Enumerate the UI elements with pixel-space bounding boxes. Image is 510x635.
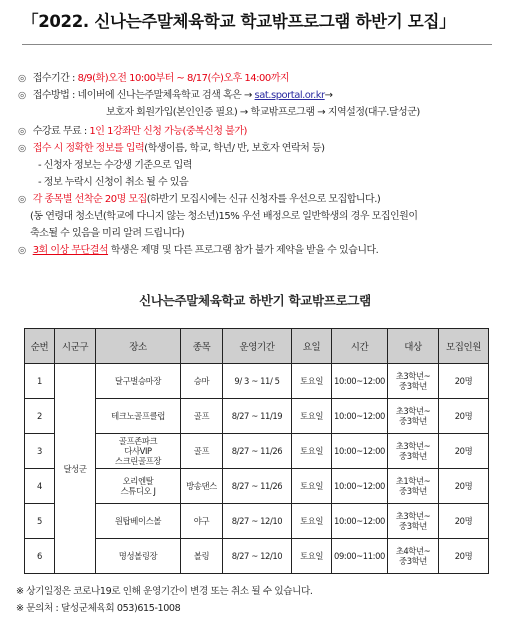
target-line-2: 중3학년 xyxy=(399,556,427,566)
place-line-2: 스튜디오 J xyxy=(120,486,156,496)
place-line-2: 다사VIP xyxy=(124,446,152,456)
footnote-contact: ※ 문의처 : 달성군체육회 053)615-1008 xyxy=(16,603,181,614)
method-arrow: → xyxy=(324,90,333,101)
firstcome-line-3 xyxy=(18,225,498,242)
cell-no: 1 xyxy=(25,364,55,399)
firstcome-emphasis: 각 종목별 선착순 20명 모집 xyxy=(32,194,147,205)
cell-time: 10:00~12:00 xyxy=(332,364,388,399)
cell-sport: 볼링 xyxy=(181,539,223,574)
cell-period: 8/27 ~ 11/26 xyxy=(223,434,292,469)
place-line-3: 스크린골프장 xyxy=(114,456,162,466)
target-line-1: 초4학년~ xyxy=(395,546,431,556)
cell-period: 8/27 ~ 12/10 xyxy=(223,539,292,574)
bullet-icon: ◎ xyxy=(18,126,26,137)
absence-emphasis: 3회 이상 무단결석 xyxy=(32,245,109,256)
period-value: 8/9(화)오전 10:00부터 ~ 8/17(수)오후 14:00까지 xyxy=(77,73,290,84)
cell-day: 토요일 xyxy=(292,399,332,434)
cell-day: 토요일 xyxy=(292,364,332,399)
program-table xyxy=(24,328,489,574)
accuracy-sub-1 xyxy=(18,157,498,174)
fee-value: 1인 1강좌만 신청 가능(중복신청 불가) xyxy=(89,126,247,137)
cell-sport: 골프 xyxy=(181,399,223,434)
header-time: 시간 xyxy=(332,329,388,364)
cell-period: 8/27 ~ 11/19 xyxy=(223,399,292,434)
bullet-icon: ◎ xyxy=(18,73,26,84)
target-line-2: 중3학년 xyxy=(399,416,427,426)
cell-sport: 승마 xyxy=(181,364,223,399)
accuracy-detail: (학생이름, 학교, 학년/ 반, 보호자 연락처 등) xyxy=(144,143,325,154)
firstcome-line-3-text: 축소될 수 있음을 미리 알려 드립니다) xyxy=(30,228,185,239)
page-title: 「2022. 신나는주말체육학교 학교밖프로그램 하반기 모집」 xyxy=(22,12,456,31)
cell-time: 10:00~12:00 xyxy=(332,504,388,539)
cell-period: 8/27 ~ 11/26 xyxy=(223,469,292,504)
accuracy-sub-2 xyxy=(18,174,498,191)
notice-method-steps xyxy=(18,104,498,121)
cell-place: 원탑베이스볼 xyxy=(96,504,181,539)
notice-absence xyxy=(18,242,498,259)
program-table-title: 신나는주말체육학교 하반기 학교밖프로그램 xyxy=(139,293,371,308)
cell-count: 20명 xyxy=(439,469,489,504)
cell-place: 테크노골프클럽 xyxy=(96,399,181,434)
place-line-1: 골프존파크 xyxy=(118,436,158,446)
cell-day: 토요일 xyxy=(292,469,332,504)
target-line-1: 초1학년~ xyxy=(395,476,431,486)
method-label: 접수방법 : 네이버에 신나는주말체육학교 검색 혹은 → xyxy=(32,90,255,101)
notice-section xyxy=(18,70,498,259)
target-line-1: 초3학년~ xyxy=(395,441,431,451)
cell-place xyxy=(96,469,181,504)
cell-target xyxy=(388,469,439,504)
absence-detail: 학생은 제명 및 다른 프로그램 참가 불가 제약을 받을 수 있습니다. xyxy=(108,245,379,256)
fee-label: 수강료 무료 : xyxy=(32,126,90,137)
cell-target xyxy=(388,434,439,469)
cell-target xyxy=(388,539,439,574)
header-place: 장소 xyxy=(96,329,181,364)
accuracy-emphasis: 접수 시 정확한 정보를 입력 xyxy=(32,143,145,154)
accuracy-sub-2-text: - 정보 누락시 신청이 취소 될 수 있음 xyxy=(38,177,189,188)
cell-sport: 골프 xyxy=(181,434,223,469)
footnote-schedule: ※ 상기일정은 코로나19로 인해 운영기간이 변경 또는 취소 될 수 있습니다. xyxy=(16,586,313,597)
header-no: 순번 xyxy=(25,329,55,364)
cell-period: 9/ 3 ~ 11/ 5 xyxy=(223,364,292,399)
notice-period xyxy=(18,70,498,87)
cell-no: 2 xyxy=(25,399,55,434)
cell-day: 토요일 xyxy=(292,539,332,574)
bullet-icon: ◎ xyxy=(18,245,26,256)
cell-place: 달구벌승마장 xyxy=(96,364,181,399)
cell-place: 명성볼링장 xyxy=(96,539,181,574)
cell-count: 20명 xyxy=(439,434,489,469)
cell-sport: 야구 xyxy=(181,504,223,539)
cell-day: 토요일 xyxy=(292,434,332,469)
cell-time: 10:00~12:00 xyxy=(332,399,388,434)
bullet-icon: ◎ xyxy=(18,194,26,205)
cell-target xyxy=(388,364,439,399)
notice-fee xyxy=(18,123,498,140)
header-district: 시군구 xyxy=(55,329,96,364)
target-line-1: 초3학년~ xyxy=(395,371,431,381)
cell-time: 10:00~12:00 xyxy=(332,469,388,504)
cell-place xyxy=(96,434,181,469)
accuracy-sub-1-text: - 신청자 정보는 수강생 기준으로 입력 xyxy=(38,160,192,171)
bullet-icon: ◎ xyxy=(18,143,26,154)
table-row xyxy=(25,364,489,399)
firstcome-line-2 xyxy=(18,208,498,225)
period-label: 접수기간 : xyxy=(32,73,78,84)
cell-no: 4 xyxy=(25,469,55,504)
header-count: 모집인원 xyxy=(439,329,489,364)
footnotes xyxy=(16,583,312,617)
registration-link[interactable]: sat.sportal.or.kr xyxy=(254,90,325,101)
target-line-1: 초3학년~ xyxy=(395,511,431,521)
cell-period: 8/27 ~ 12/10 xyxy=(223,504,292,539)
notice-firstcome xyxy=(18,191,498,208)
cell-time: 10:00~12:00 xyxy=(332,434,388,469)
header-day: 요일 xyxy=(292,329,332,364)
cell-no: 3 xyxy=(25,434,55,469)
cell-count: 20명 xyxy=(439,399,489,434)
target-line-2: 중3학년 xyxy=(399,451,427,461)
bullet-icon: ◎ xyxy=(18,90,26,101)
target-line-2: 중3학년 xyxy=(399,381,427,391)
firstcome-line-2-text: (동 연령대 청소년(학교에 다니지 않는 청소년)15% 우선 배정으로 일반학생의 경우 모집인원이 xyxy=(30,211,418,222)
cell-count: 20명 xyxy=(439,364,489,399)
cell-no: 5 xyxy=(25,504,55,539)
firstcome-detail: (하반기 모집시에는 신규 신청자를 우선으로 모집합니다.) xyxy=(146,194,381,205)
cell-time: 09:00~11:00 xyxy=(332,539,388,574)
notice-method xyxy=(18,87,498,104)
target-line-2: 중3학년 xyxy=(399,521,427,531)
method-steps-text: 보호자 회원가입(본인인증 필요) → 학교밖프로그램 → 지역설정(대구.달성군) xyxy=(106,107,420,118)
place-line-1: 오리엔탈 xyxy=(122,476,154,486)
cell-count: 20명 xyxy=(439,539,489,574)
header-target: 대상 xyxy=(388,329,439,364)
notice-accuracy xyxy=(18,140,498,157)
cell-day: 토요일 xyxy=(292,504,332,539)
cell-district: 달성군 xyxy=(55,364,96,574)
target-line-2: 중3학년 xyxy=(399,486,427,496)
title-divider xyxy=(22,44,492,45)
cell-target xyxy=(388,504,439,539)
target-line-1: 초3학년~ xyxy=(395,406,431,416)
table-header-row xyxy=(25,329,489,364)
header-period: 운영기간 xyxy=(223,329,292,364)
cell-count: 20명 xyxy=(439,504,489,539)
cell-sport: 방송댄스 xyxy=(181,469,223,504)
header-sport: 종목 xyxy=(181,329,223,364)
cell-target xyxy=(388,399,439,434)
cell-no: 6 xyxy=(25,539,55,574)
